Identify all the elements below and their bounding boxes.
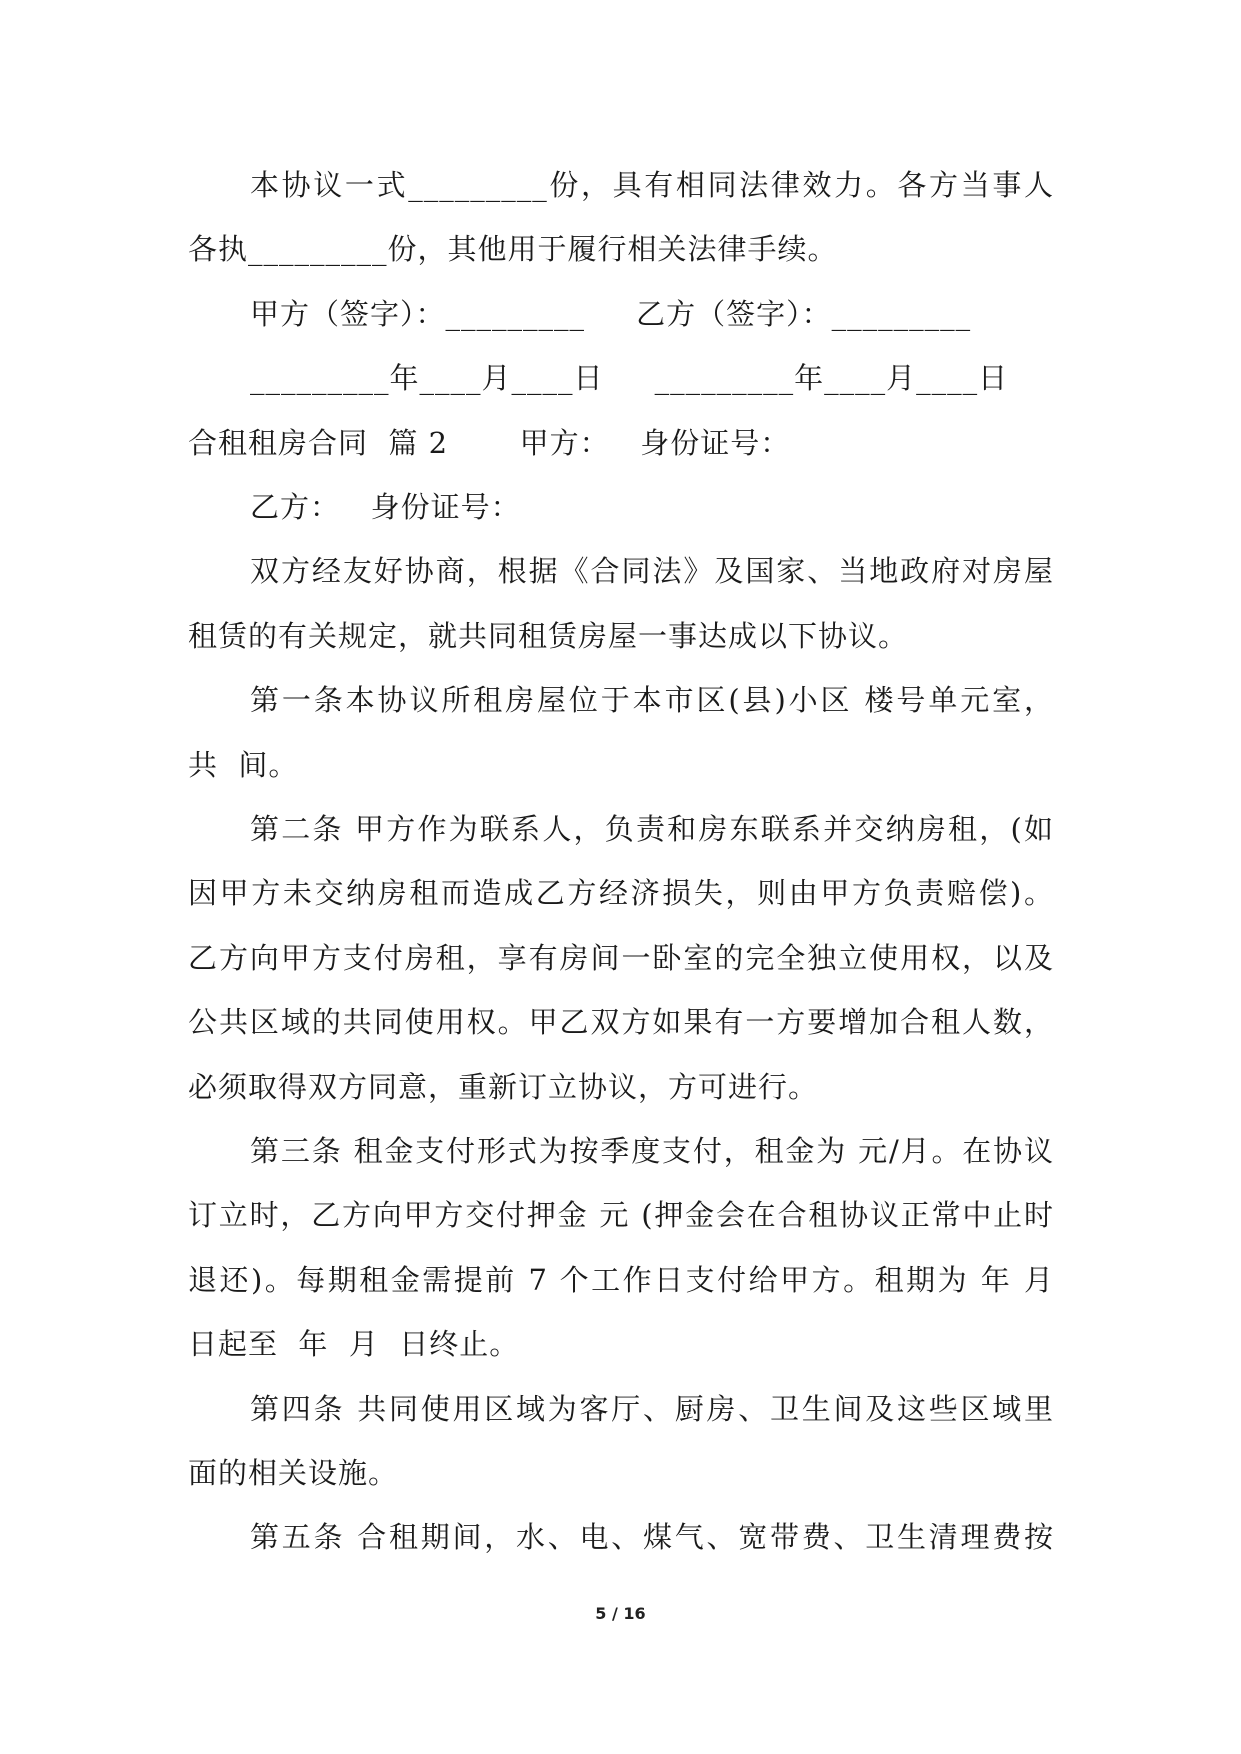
- text-line: 各执_________份，其他用于履行相关法律手续。: [188, 232, 838, 266]
- text-line: 因甲方未交纳房租而造成乙方经济损失，则由甲方负责赔偿)。: [188, 876, 1054, 910]
- text-line: _________年____月____日 _________年____月____日: [250, 361, 1009, 395]
- text-line: 第五条 合租期间，水、电、煤气、宽带费、卫生清理费按: [250, 1520, 1054, 1554]
- text-line: 乙方： 身份证号：: [250, 490, 521, 524]
- page-number: 5 / 16: [595, 1604, 646, 1623]
- text-line: 面的相关设施。: [188, 1456, 399, 1490]
- text-line: 公共区域的共同使用权。甲乙双方如果有一方要增加合租人数，: [188, 1005, 1054, 1039]
- text-line: 共 间。: [188, 748, 299, 782]
- text-line: 订立时，乙方向甲方交付押金 元 (押金会在合租协议正常中止时: [188, 1198, 1054, 1232]
- text-line: 第二条 甲方作为联系人，负责和房东联系并交纳房租，(如: [250, 812, 1054, 846]
- text-line: 日起至 年 月 日终止。: [188, 1327, 520, 1361]
- text-line: 本协议一式_________份，具有相同法律效力。各方当事人: [250, 168, 1054, 202]
- text-line: 第四条 共同使用区域为客厅、厨房、卫生间及这些区域里: [250, 1392, 1054, 1426]
- text-line: 必须取得双方同意，重新订立协议，方可进行。: [188, 1070, 819, 1104]
- text-line: 乙方向甲方支付房租，享有房间一卧室的完全独立使用权，以及: [188, 941, 1054, 975]
- text-line: 第三条 租金支付形式为按季度支付，租金为 元/月。在协议: [250, 1134, 1054, 1168]
- text-line: 甲方（签字）：_________ 乙方（签字）：_________: [250, 297, 972, 331]
- text-line: 第一条本协议所租房屋位于本市区(县)小区 楼号单元室，: [250, 683, 1054, 717]
- text-line: 退还)。每期租金需提前 7 个工作日支付给甲方。租期为 年 月: [188, 1263, 1054, 1297]
- text-line: 租赁的有关规定，就共同租赁房屋一事达成以下协议。: [188, 619, 909, 653]
- text-line: 合租租房合同 篇 2 甲方： 身份证号：: [188, 426, 791, 460]
- text-line: 双方经友好协商，根据《合同法》及国家、当地政府对房屋: [250, 554, 1054, 588]
